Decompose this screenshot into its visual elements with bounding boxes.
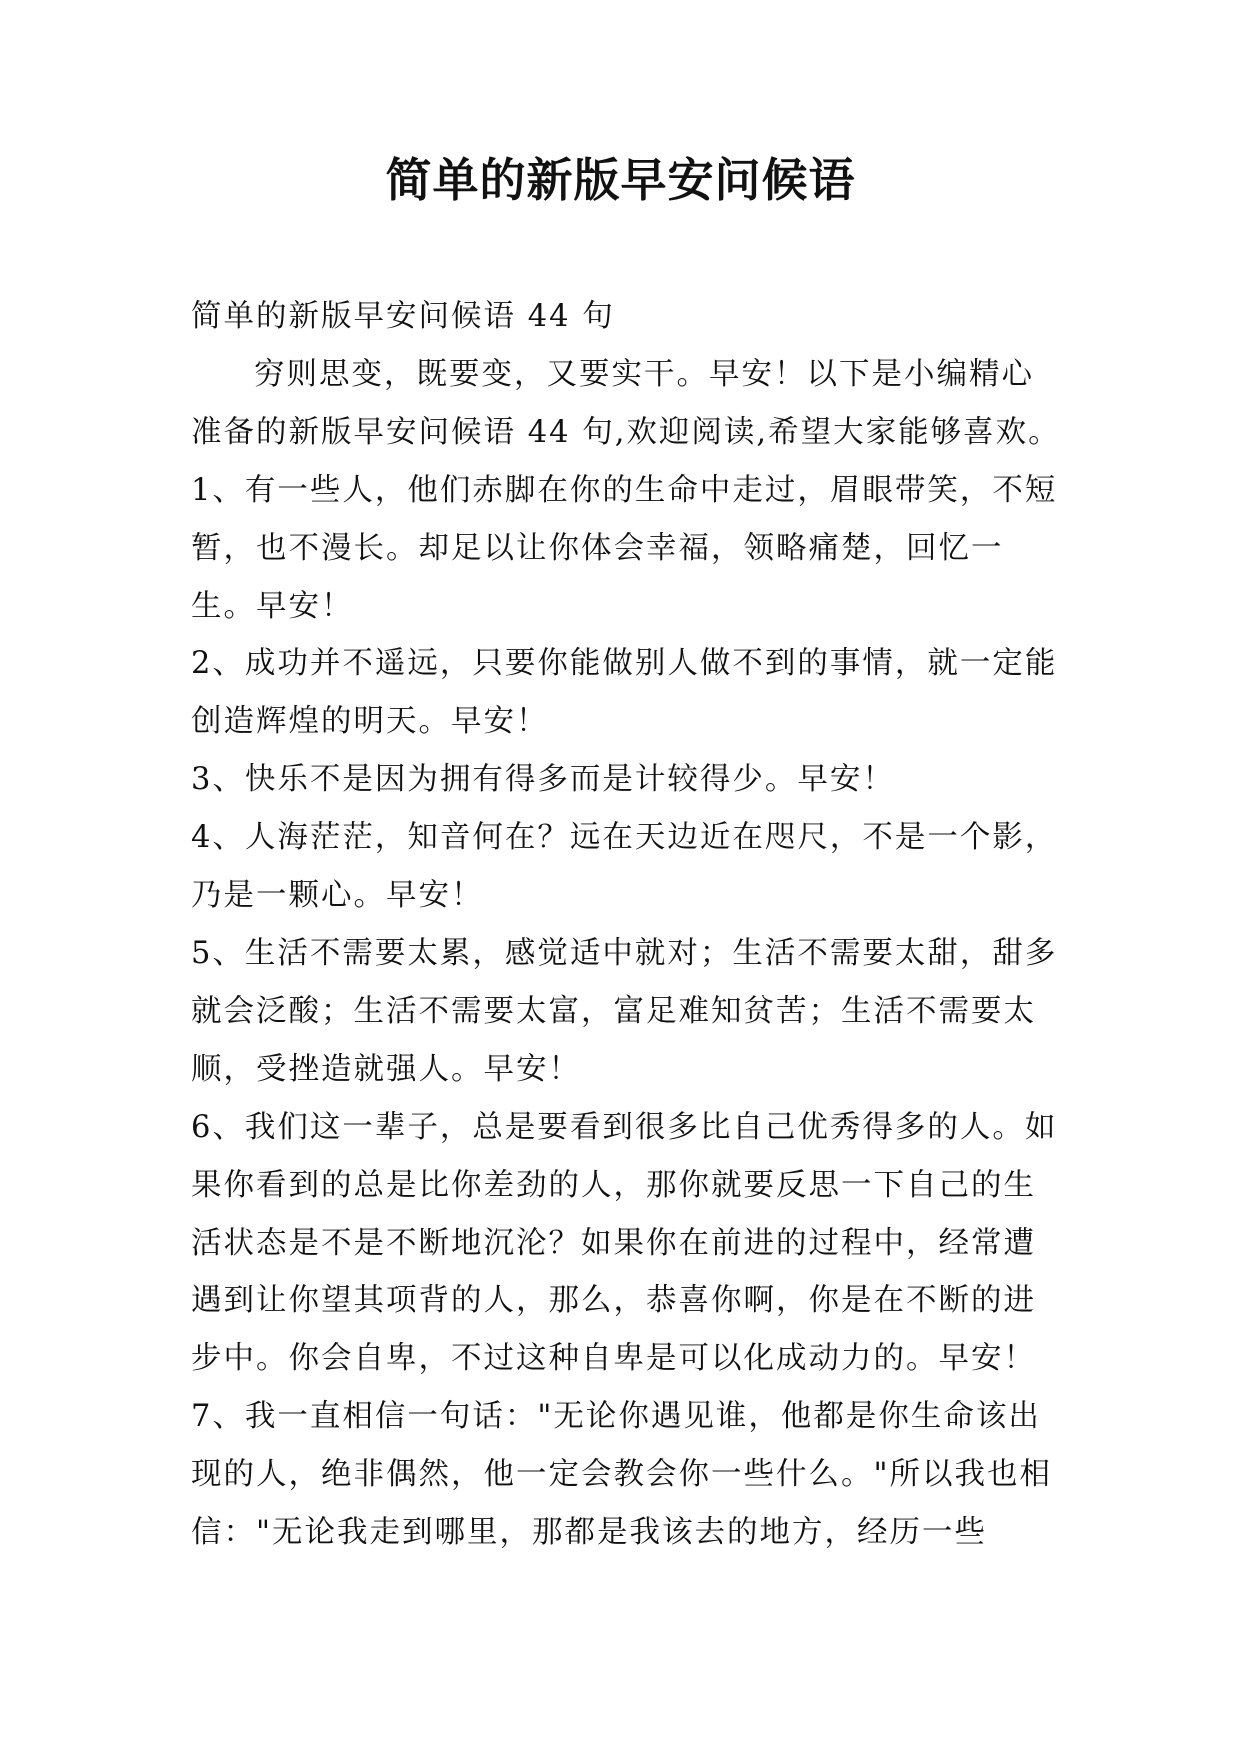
list-item: 2、成功并不遥远，只要你能做别人做不到的事情，就一定能创造辉煌的明天。早安！ [191, 646, 1058, 740]
list-item: 7、我一直相信一句话："无论你遇见谁，他都是你生命该出现的人，绝非偶然，他一定会教会你一些什么。"所以我也相信："无论我走到哪里，那都是我该去的地方，经历一些 [191, 1399, 1053, 1551]
intro-paragraph: 穷则思变，既要变，又要实干。早安！以下是小编精心准备的新版早安问候语 44 句,欢迎阅读,希望大家能够喜欢。 [191, 356, 1061, 450]
list-item: 1、有一些人，他们赤脚在你的生命中走过，眉眼带笑，不短暂，也不漫长。却足以让你体会幸福，领略痛楚，回忆一生。早安！ [191, 472, 1058, 624]
list-item: 3、快乐不是因为拥有得多而是计较得少。早安！ [191, 762, 895, 798]
document-body [191, 288, 1061, 1562]
list-item: 5、生活不需要太累，感觉适中就对；生活不需要太甜，甜多就会泛酸；生活不需要太富，富足难知贫苦；生活不需要太顺，受挫造就强人。早安！ [191, 935, 1058, 1087]
list-item: 6、我们这一辈子，总是要看到很多比自己优秀得多的人。如果你看到的总是比你差劲的人，那你就要反思一下自己的生活状态是不是不断地沉沦？如果你在前进的过程中，经常遭遇到让你望其项背的人，那么，恭喜你啊，你是在不断的进步中。你会自卑，不过这种自卑是可以化成动力的。早安！ [191, 1109, 1058, 1377]
list-item: 4、人海茫茫，知音何在？远在天边近在咫尺，不是一个影，乃是一颗心。早安！ [191, 820, 1058, 914]
document-subtitle: 简单的新版早安问候语 44 句 [191, 299, 615, 334]
document-title: 简单的新版早安问候语 [385, 153, 856, 207]
